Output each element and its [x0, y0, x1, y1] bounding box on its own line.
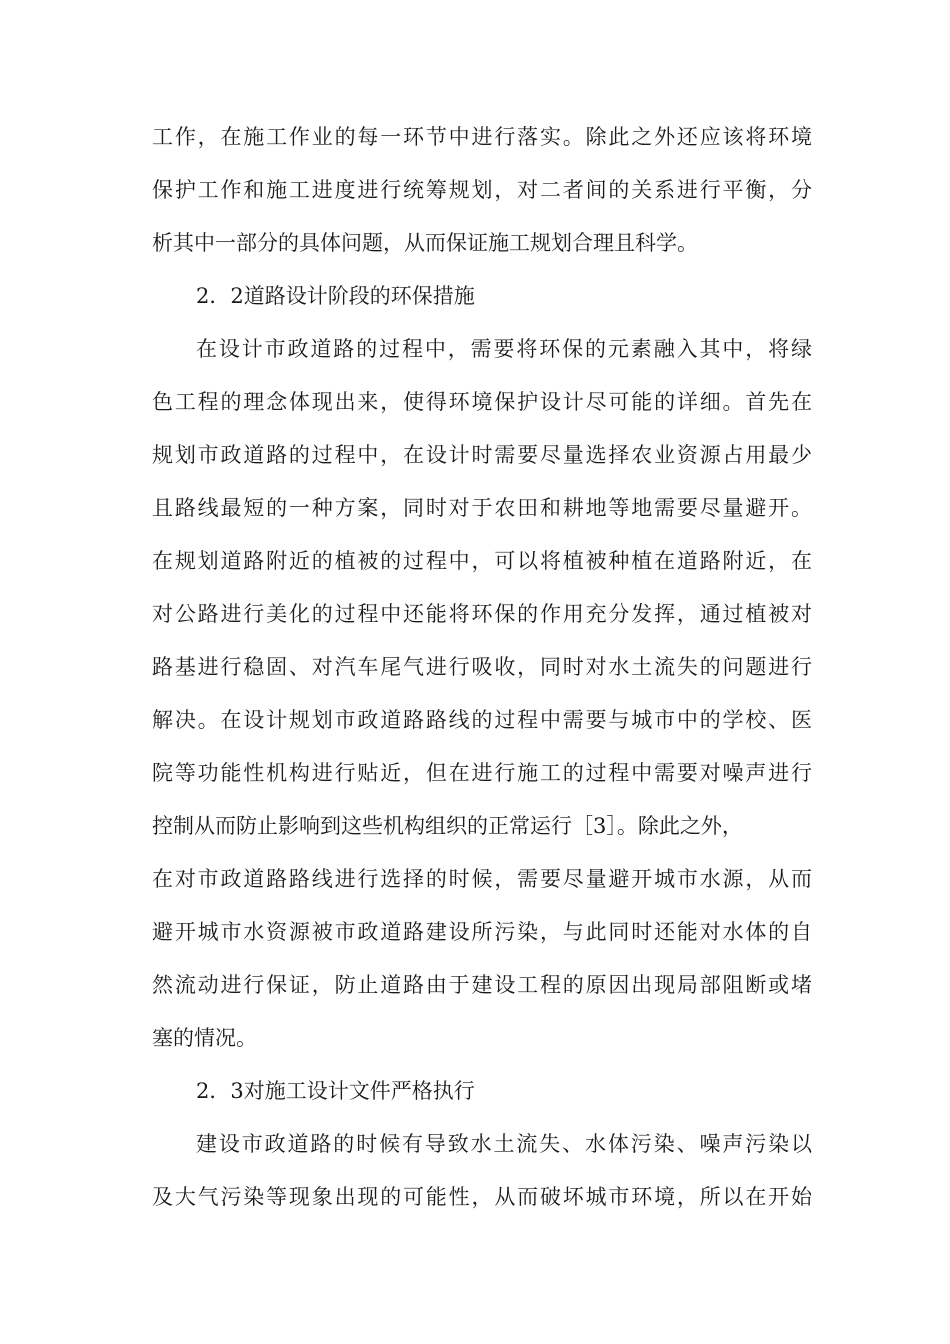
paragraph-line: 且路线最短的一种方案，同时对于农田和耕地等地需要尽量避开。 — [152, 496, 812, 520]
paragraph-line: 在设计市政道路的过程中，需要将环保的元素融入其中，将绿 — [196, 337, 812, 361]
paragraph-line: 院等功能性机构进行贴近，但在进行施工的过程中需要对噪声进行 — [152, 761, 812, 785]
paragraph-line: 路基进行稳固、对汽车尾气进行吸收，同时对水土流失的问题进行 — [152, 655, 812, 679]
paragraph-line: 在规划道路附近的植被的过程中，可以将植被种植在道路附近，在 — [152, 549, 812, 573]
section-heading: 2．2道路设计阶段的环保措施 — [196, 284, 475, 308]
paragraph-line: 色工程的理念体现出来，使得环境保护设计尽可能的详细。首先在 — [152, 390, 812, 414]
paragraph-line: 对公路进行美化的过程中还能将环保的作用充分发挥，通过植被对 — [152, 602, 812, 626]
paragraph-line: 析其中一部分的具体问题，从而保证施工规划合理且科学。 — [152, 231, 698, 255]
paragraph-line: 然流动进行保证，防止道路由于建设工程的原因出现局部阻断或堵 — [152, 973, 812, 997]
paragraph-line: 避开城市水资源被市政道路建设所污染，与此同时还能对水体的自 — [152, 920, 812, 944]
paragraph-line: 控制从而防止影响到这些机构组织的正常运行［3］。除此之外， — [152, 814, 743, 838]
paragraph-line: 建设市政道路的时候有导致水土流失、水体污染、噪声污染以 — [196, 1132, 812, 1156]
paragraph-line: 解决。在设计规划市政道路路线的过程中需要与城市中的学校、医 — [152, 708, 812, 732]
paragraph-line: 及大气污染等现象出现的可能性，从而破坏城市环境，所以在开始 — [152, 1185, 812, 1209]
paragraph-line: 在对市政道路路线进行选择的时候，需要尽量避开城市水源，从而 — [152, 867, 812, 891]
paragraph-line: 规划市政道路的过程中，在设计时需要尽量选择农业资源占用最少 — [152, 443, 812, 467]
paragraph-line: 保护工作和施工进度进行统筹规划，对二者间的关系进行平衡，分 — [152, 178, 812, 202]
paragraph-line: 工作，在施工作业的每一环节中进行落实。除此之外还应该将环境 — [152, 125, 812, 149]
section-heading: 2．3对施工设计文件严格执行 — [196, 1079, 475, 1103]
paragraph-line: 塞的情况。 — [152, 1026, 257, 1050]
